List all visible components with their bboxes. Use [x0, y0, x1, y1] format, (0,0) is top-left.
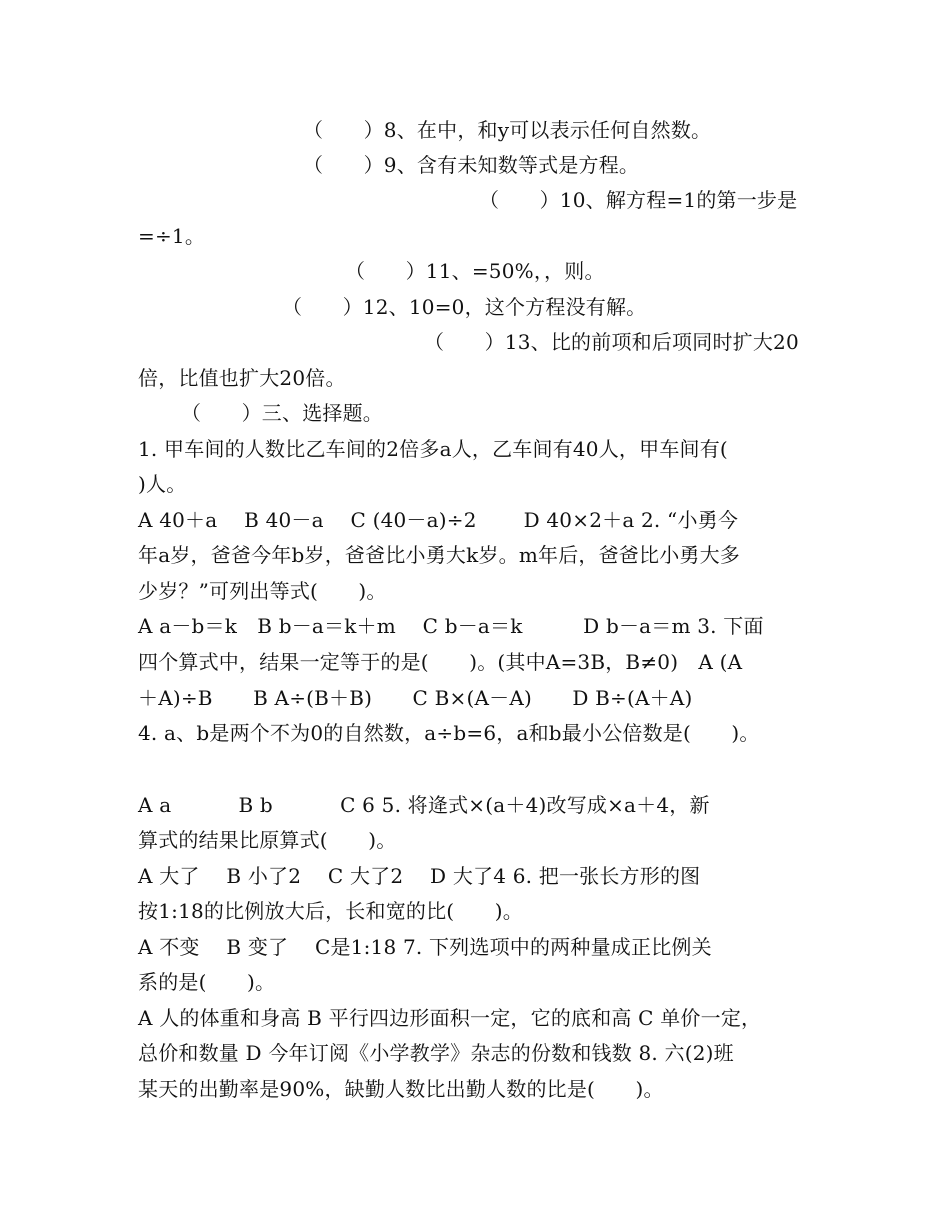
choice-text-line: 按1:18的比例放大后，长和宽的比( )。	[138, 899, 523, 923]
choice-text-line: 系的是( )。	[138, 970, 276, 994]
choice-text-line: 算式的结果比原算式( )。	[138, 828, 397, 852]
choice-options-line: A a－b＝k B b－a＝k＋m C b－a＝k D b－a＝m 3. 下面	[138, 614, 764, 638]
choice-options-line: A 不变 B 变了 C是1:18 7. 下列选项中的两种量成正比例关	[138, 935, 712, 959]
question-12-line: （ ）12、10=0，这个方程没有解。	[282, 295, 647, 319]
choice-text-line: 总价和数量 D 今年订阅《小学教学》杂志的份数和钱数 8. 六(2)班	[138, 1041, 734, 1065]
question-10-continuation: =÷1。	[138, 224, 206, 248]
choice-question-4: 4. a、b是两个不为0的自然数，a÷b=6，a和b最小公倍数是( )。	[138, 721, 760, 745]
choice-options-line: ＋A)÷B B A÷(B＋B) C B×(A－A) D B÷(A＋A)	[138, 686, 693, 710]
choice-options-line: A 40＋a B 40－a C (40－a)÷2 D 40×2＋a 2. “小勇今	[138, 508, 739, 532]
question-8-line: （ ）8、在中，和y可以表示任何自然数。	[303, 118, 712, 142]
choice-options-line: A 人的体重和身高 B 平行四边形面积一定，它的底和高 C 单价一定，	[138, 1006, 762, 1030]
choice-text-line: 四个算式中，结果一定等于的是( )。(其中A=3B，B≠0) A (A	[138, 650, 743, 674]
choice-options-line: A a B b C 6 5. 将逄式×(a＋4)改写成×a＋4，新	[138, 793, 710, 817]
choice-question-8-line: 某天的出勤率是90%，缺勤人数比出勤人数的比是( )。	[138, 1077, 664, 1101]
choice-question-1-continuation: )人。	[138, 472, 187, 496]
question-13-continuation: 倍，比值也扩大20倍。	[138, 366, 346, 390]
question-11-line: （ ）11、=50%，，则。	[345, 259, 605, 283]
question-9-line: （ ）9、含有未知数等式是方程。	[303, 153, 640, 177]
section-heading-choice: （ ）三、选择题。	[181, 401, 383, 425]
question-10-line: （ ）10、解方程=1的第一步是	[479, 188, 798, 212]
choice-question-1: 1. 甲车间的人数比乙车间的2倍多a人，乙车间有40人，甲车间有(	[138, 437, 728, 461]
choice-text-line: 年a岁，爸爸今年b岁，爸爸比小勇大k岁。m年后，爸爸比小勇大多	[138, 543, 741, 567]
choice-text-line: 少岁？”可列出等式( )。	[138, 579, 387, 603]
question-13-line: （ ）13、比的前项和后项同时扩大20	[424, 330, 799, 354]
choice-options-line: A 大了 B 小了2 C 大了2 D 大了4 6. 把一张长方形的图	[138, 864, 701, 888]
